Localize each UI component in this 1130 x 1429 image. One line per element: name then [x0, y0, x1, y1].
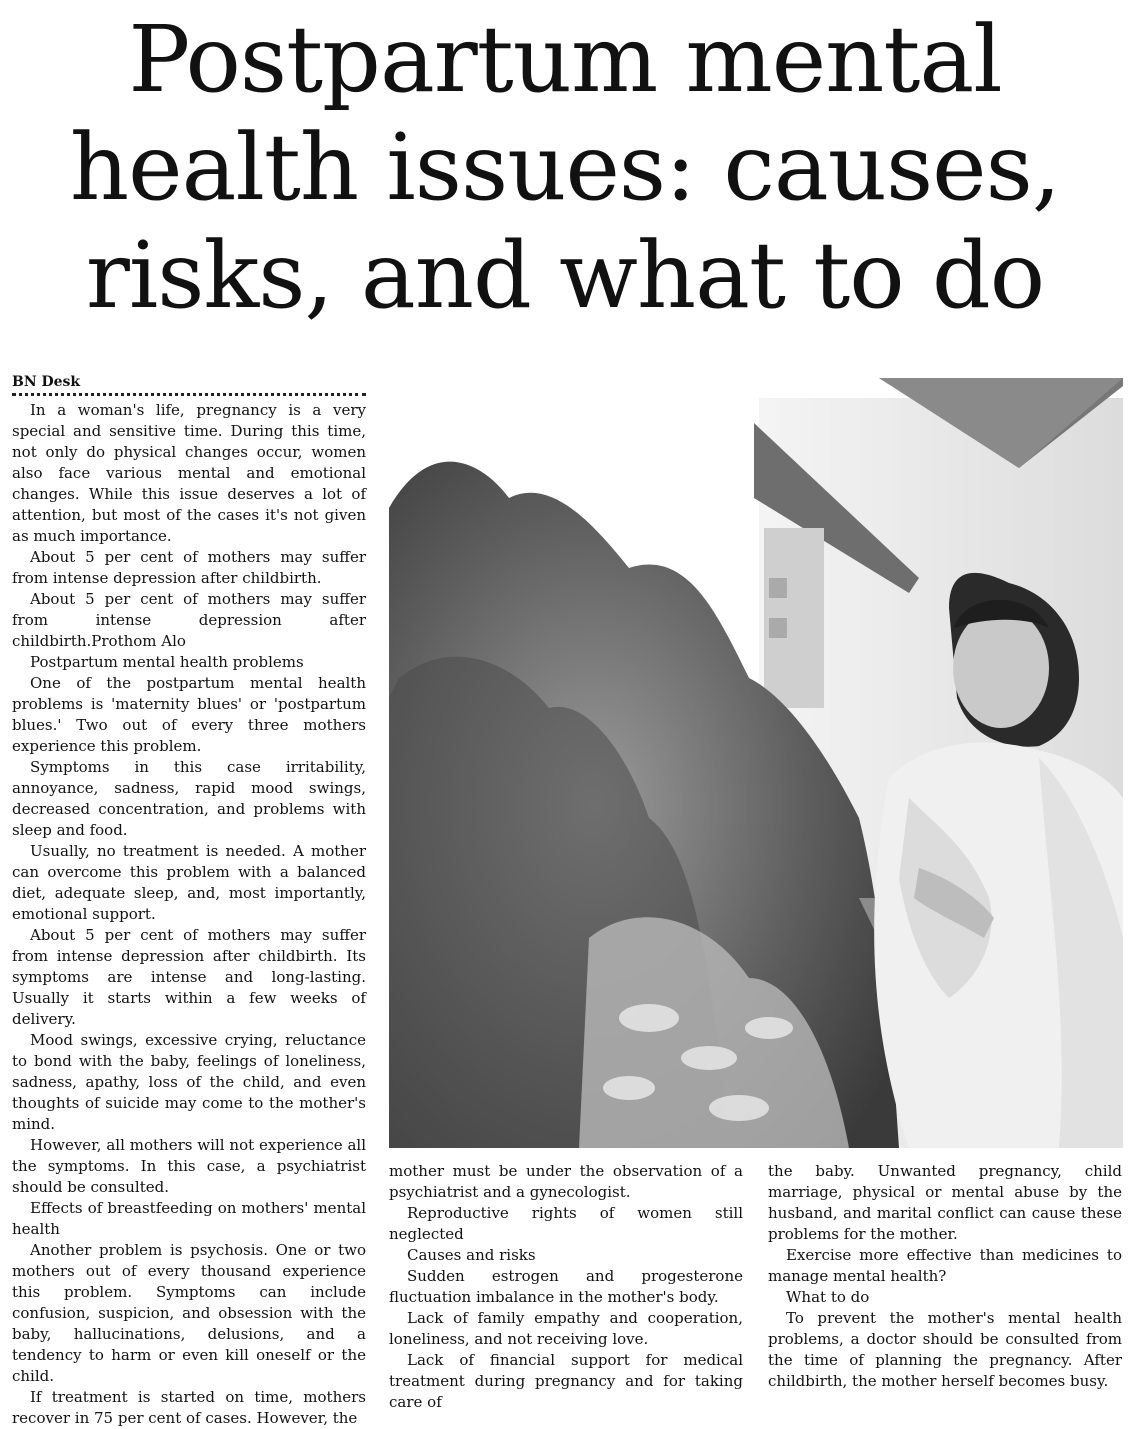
subheading: Causes and risks [407, 1246, 536, 1264]
paragraph: Lack of family empathy and cooperation, loneliness, and not receiving love. [389, 1309, 743, 1348]
photo-caption: About 5 per cent of mothers may suffer from intense depression after childbirth.Prothom Alo [12, 590, 366, 650]
paragraph: Usually, no treatment is needed. A mother can overcome this problem with a balanced diet, adequate sleep, and, most importantly, emotional support. [12, 842, 366, 923]
paragraph: However, all mothers will not experience all the symptoms. In this case, a psychiatrist should be consulted. [12, 1136, 366, 1196]
headline [0, 0, 1130, 330]
paragraph: About 5 per cent of mothers may suffer from intense depression after childbirth. [12, 548, 366, 587]
paragraph: One of the postpartum mental health problems is 'maternity blues' or 'postpartum blues.' Two out of every three mothers experience this problem. [12, 674, 366, 755]
paragraph: the baby. Unwanted pregnancy, child marriage, physical or mental abuse by the husband, and marital conflict can cause these problems for the mother. [768, 1162, 1122, 1243]
headline-line: Postpartum mental [128, 6, 1002, 113]
related-link: Exercise more effective than medicines to manage mental health? [768, 1246, 1122, 1285]
column-1 [12, 400, 366, 1429]
paragraph: Symptoms in this case irritability, annoyance, sadness, rapid mood swings, decreased concentration, and problems with sleep and food. [12, 758, 366, 839]
byline: BN Desk [12, 372, 366, 396]
column-3 [768, 1161, 1122, 1392]
headline-line: health issues: causes, [69, 114, 1061, 221]
paragraph: Mood swings, excessive crying, reluctance to bond with the baby, feelings of loneliness, sadness, apathy, loss of the child, and even thoughts of suicide may come to the mother's mind. [12, 1031, 366, 1133]
paragraph: About 5 per cent of mothers may suffer from intense depression after childbirth. Its symptoms are intense and long-lasting. Usually it starts within a few weeks of delivery. [12, 926, 366, 1028]
article-photo [389, 378, 1123, 1148]
subheading: What to do [786, 1288, 870, 1306]
paragraph: In a woman's life, pregnancy is a very special and sensitive time. During this time, not only do physical changes occur, women also face various mental and emotional changes. While this issue deserves a lot of attention, but most of the cases it's not given as much importance. [12, 401, 366, 545]
related-link: Effects of breastfeeding on mothers' mental health [12, 1199, 366, 1238]
paragraph: Another problem is psychosis. One or two mothers out of every thousand experience this problem. Symptoms can include confusion, suspicion, and obsession with the baby, hallucinations, delusions, and a tendency to harm or even kill oneself or the child. [12, 1241, 366, 1385]
related-link: Reproductive rights of women still neglected [389, 1204, 743, 1243]
paragraph: If treatment is started on time, mothers recover in 75 per cent of cases. However, the [12, 1388, 366, 1427]
subheading: Postpartum mental health problems [30, 653, 304, 671]
photo-woman-on-balcony [389, 378, 1123, 1148]
paragraph: Sudden estrogen and progesterone fluctuation imbalance in the mother's body. [389, 1267, 743, 1306]
headline-line: risks, and what to do [85, 222, 1045, 329]
column-2 [389, 1161, 743, 1413]
paragraph: To prevent the mother's mental health problems, a doctor should be consulted from the time of planning the pregnancy. After childbirth, the mother herself becomes busy. [768, 1309, 1122, 1390]
paragraph: mother must be under the observation of a psychiatrist and a gynecologist. [389, 1162, 743, 1201]
paragraph: Lack of financial support for medical treatment during pregnancy and for taking care of [389, 1351, 743, 1411]
